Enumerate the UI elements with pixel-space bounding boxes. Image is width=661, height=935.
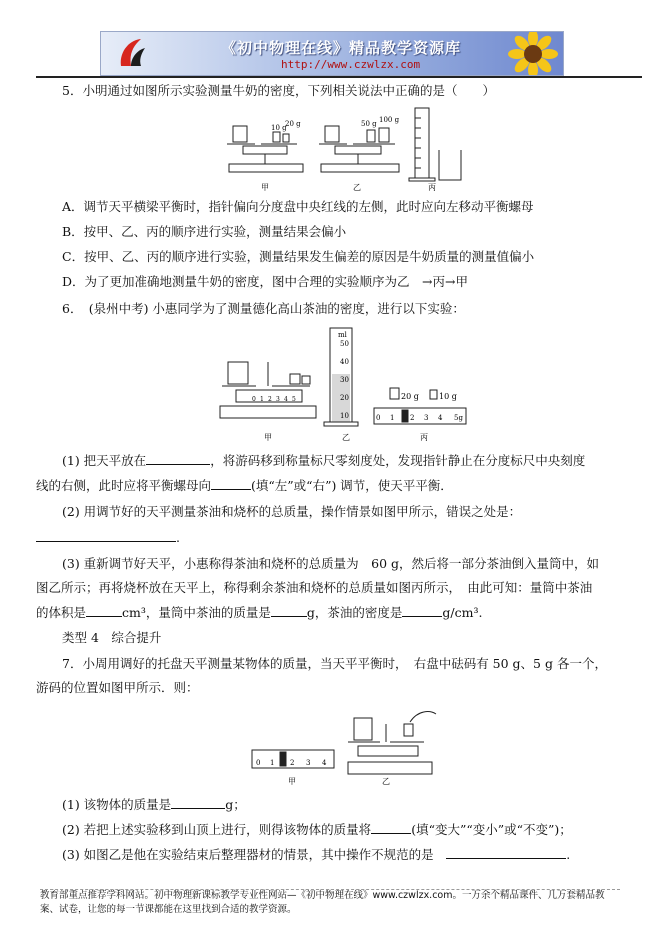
cylinder-bing (409, 108, 461, 181)
scale-ticks-bing (376, 414, 463, 422)
answer-blank[interactable] (371, 821, 411, 834)
svg-text:2: 2 (410, 414, 415, 422)
q6-part3-line2: 图乙所示；再将烧杯放在天平上，称得剩余茶油和烧杯的总质量如图丙所示， 由此可知：量筒中茶油 (36, 580, 593, 595)
balance-yi (348, 712, 436, 774)
q7-part2: (2) 若把上述实验移到山顶上进行，则得该物体的质量将 (填“变大”“变小”或“不变”)； (62, 822, 572, 837)
weight-label: 10 g (271, 124, 287, 132)
balance-jia (227, 126, 303, 172)
banner-title: 《初中物理在线》精品教学资源库 (221, 39, 462, 57)
q7-part3: (3) 如图乙是他在实验结束后整理器材的情景，其中操作不规范的是 . (62, 847, 571, 862)
q6-part1-line2: 线的右侧，此时应将平衡螺母向 (填“左”或“右”) 调节，使天平平衡． (36, 478, 453, 493)
svg-text:2: 2 (290, 759, 295, 767)
q5-option-a: A．调节天平横梁平衡时，指针偏向分度盘中央红线的左侧，此时应向左移动平衡螺母 (62, 199, 534, 214)
cylinder-unit: ml (338, 331, 347, 339)
fig-label: 丙 (428, 183, 436, 192)
answer-blank[interactable] (211, 477, 251, 490)
svg-text:3: 3 (306, 759, 311, 767)
q6-part3-line3: 的体积是 cm³，量筒中茶油的质量是 g，茶油的密度是 g/cm³. (36, 605, 483, 620)
svg-text:3: 3 (424, 414, 429, 422)
svg-text:30: 30 (340, 376, 349, 384)
answer-blank[interactable] (402, 604, 442, 617)
section-heading: 类型 4 综合提升 (62, 630, 162, 645)
svg-text:5: 5 (292, 396, 296, 403)
footer-line1: 教育部重点推荐学科网站。初中物理新课标教学专业性网站—《初中物理在线》www.czwlzx.com。一万余个精品课件、几万套精品教 (40, 890, 605, 901)
weight-label: 20 g (401, 392, 419, 401)
q7-stem-line1: 7．小周用调好的托盘天平测量某物体的质量，当天平平衡时， 右盘中砝码有 50 g、5 g 各一个， (62, 656, 607, 671)
weight-label: 20 g (285, 120, 301, 128)
answer-blank[interactable] (36, 529, 176, 542)
logo-icon (115, 36, 149, 70)
svg-text:2: 2 (268, 396, 272, 403)
fig-label: 甲 (261, 183, 269, 192)
svg-text:0: 0 (252, 396, 256, 403)
svg-text:5g: 5g (454, 414, 463, 422)
header-banner (100, 31, 564, 76)
weight-label: 50 g (361, 120, 377, 128)
q5-stem: 5．小明通过如图所示实验测量牛奶的密度，下列相关说法中正确的是（ ） (62, 83, 495, 98)
fig-label: 丙 (420, 433, 428, 442)
svg-text:20: 20 (340, 394, 349, 402)
svg-text:10: 10 (340, 412, 349, 420)
q6-part2: (2) 用调节好的天平测量茶油和烧杯的总质量，操作情景如图甲所示，错误之处是： (62, 504, 522, 519)
answer-blank[interactable] (146, 452, 210, 465)
answer-blank[interactable] (171, 796, 225, 809)
q6-part1-line1: (1) 把天平放在 ，将游码移到称量标尺零刻度处，发现指针静止在分度标尺中央刻度 (62, 453, 586, 468)
q6-part2-answer: . (36, 529, 180, 546)
q7-figure (250, 704, 440, 788)
footer-line2: 案、试卷，让您的每一节课都能在这里找到合适的教学资源。 (40, 904, 297, 915)
q5-option-c: C．按甲、乙、丙的顺序进行实验，测量结果发生偏差的原因是牛奶质量的测量值偏小 (62, 249, 535, 264)
scale-ticks-jia (256, 759, 327, 767)
q7-stem-line2: 游码的位置如图甲所示．则： (36, 680, 199, 695)
answer-blank[interactable] (271, 604, 307, 617)
fig-label: 甲 (264, 433, 272, 442)
q6-part3-line1: (3) 重新调节好天平，小惠称得茶油和烧杯的总质量为 60 g，然后将一部分茶油倒入量筒中，如 (62, 556, 600, 571)
fig-label: 甲 (288, 777, 296, 786)
svg-text:0: 0 (256, 759, 261, 767)
answer-blank[interactable] (86, 604, 122, 617)
svg-text:4: 4 (322, 759, 327, 767)
weight-label: 10 g (439, 392, 457, 401)
balance-jia (220, 362, 316, 418)
banner-url[interactable]: http://www.czwlzx.com (281, 58, 421, 71)
fig-label: 乙 (382, 777, 390, 786)
svg-text:1: 1 (260, 396, 264, 403)
q5-option-d: D．为了更加准确地测量牛奶的密度，图中合理的实验顺序为乙 →丙→甲 (62, 274, 468, 289)
q5-figure (225, 104, 470, 194)
svg-text:0: 0 (376, 414, 381, 422)
svg-text:40: 40 (340, 358, 349, 366)
weight-label: 100 g (379, 116, 400, 124)
svg-text:3: 3 (276, 396, 280, 403)
svg-text:4: 4 (438, 414, 443, 422)
footer (40, 889, 630, 917)
q6-figure (210, 322, 470, 444)
q6-stem: 6． (泉州中考) 小惠同学为了测量德化高山茶油的密度，进行以下实验： (62, 301, 465, 316)
q7-part1: (1) 该物体的质量是 g； (62, 797, 246, 812)
sunflower-icon (507, 31, 559, 76)
header-rule (36, 76, 642, 78)
svg-text:50: 50 (340, 340, 349, 348)
svg-text:1: 1 (270, 759, 275, 767)
balance-yi (319, 126, 399, 172)
q5-option-b: B．按甲、乙、丙的顺序进行实验，测量结果会偏小 (62, 224, 347, 239)
svg-text:1: 1 (390, 414, 395, 422)
fig-label: 乙 (353, 183, 361, 192)
fig-label: 乙 (342, 433, 350, 442)
answer-blank[interactable] (446, 846, 566, 859)
svg-text:4: 4 (284, 396, 288, 403)
